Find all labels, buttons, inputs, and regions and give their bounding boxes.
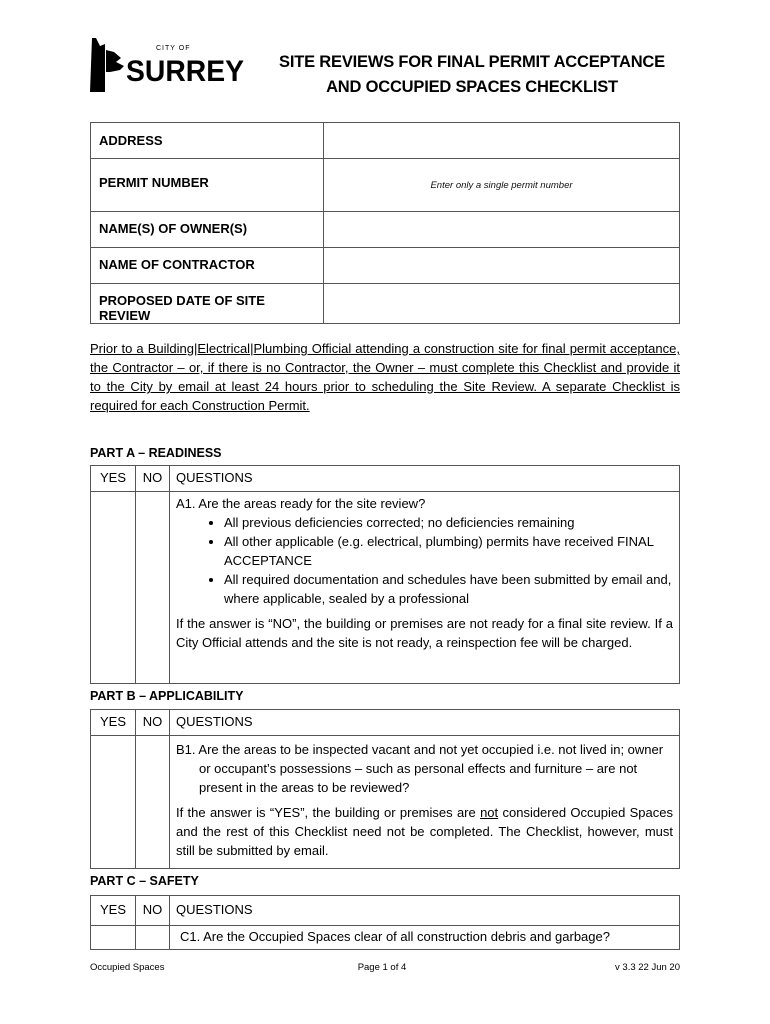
title-line-1: SITE REVIEWS FOR FINAL PERMIT ACCEPTANCE (279, 53, 665, 71)
part-a-title: PART A – READINESS (90, 446, 222, 460)
part-b-note-post: considered Occupied Spaces and the rest of this Checklist need not be completed. The Checklist, however, must still be submitted by email. (176, 805, 674, 858)
logo-big-text: SURREY (126, 55, 244, 88)
part-a-note: If the answer is “NO”, the building or premises are not ready for a final site review. If a City Official attends and the site is not ready, a reinspection fee will be charged. (176, 616, 673, 650)
footer-left: Occupied Spaces (90, 962, 165, 973)
part-a-no-checkbox[interactable] (136, 492, 170, 684)
intro-paragraph: Prior to a Building|Electrical|Plumbing Official attending a construction site for final permit acceptance, the Contractor – or, if there is no Contractor, the Owner – must complete this Checklist and provide it to the City by email at least 24 hours prior to scheduling the Site Review. A separate Checklist is required for each Construction Permit. (90, 341, 680, 413)
part-b-note-not: not (480, 805, 499, 820)
part-b-note (176, 803, 673, 860)
a1-bullet: • All previous deficiencies corrected; no deficiencies remaining (224, 513, 673, 532)
site-review-date-label: PROPOSED DATE OF SITE REVIEW (91, 284, 324, 324)
owners-field[interactable] (324, 212, 680, 248)
part-b-note-pre: If the answer is “YES”, the building or premises are (176, 805, 481, 820)
title-line-2: AND OCCUPIED SPACES CHECKLIST (326, 78, 618, 96)
questions-header: QUESTIONS (170, 710, 680, 736)
contractor-label: NAME OF CONTRACTOR (91, 248, 324, 284)
part-b-no-checkbox[interactable] (136, 736, 170, 869)
no-header: NO (136, 710, 170, 736)
a1-bullet-list (176, 513, 673, 608)
footer-page-number: Page 1 of 4 (357, 962, 407, 973)
permit-number-field[interactable] (324, 159, 680, 212)
questions-header: QUESTIONS (170, 896, 680, 926)
permit-number-label: PERMIT NUMBER (91, 159, 324, 212)
owners-label: NAME(S) OF OWNER(S) (91, 212, 324, 248)
part-c-title: PART C – SAFETY (90, 874, 199, 888)
address-field[interactable] (324, 123, 680, 159)
part-c-table (90, 895, 680, 950)
part-b-table (90, 709, 680, 869)
no-header: NO (136, 466, 170, 492)
document-title (262, 50, 682, 100)
yes-header: YES (91, 896, 136, 926)
no-header: NO (136, 896, 170, 926)
part-b-yes-checkbox[interactable] (91, 736, 136, 869)
part-a-yes-checkbox[interactable] (91, 492, 136, 684)
question-b1: B1. Are the areas to be inspected vacant and not yet occupied i.e. not lived in; owner or occupant’s possessions – such as personal effects and furniture – are not present in the areas to be reviewed? (176, 742, 664, 795)
logo-small-text: CITY OF (156, 45, 191, 52)
site-review-date-field[interactable] (324, 284, 680, 324)
permit-hint: Enter only a single permit number (430, 180, 573, 191)
city-logo (88, 36, 248, 96)
sail-icon (90, 38, 124, 92)
part-c-no-checkbox[interactable] (136, 926, 170, 950)
question-c1: C1. Are the Occupied Spaces clear of all construction debris and garbage? (170, 926, 680, 950)
a1-bullet: • All other applicable (e.g. electrical, plumbing) permits have received FINAL ACCEPTANCE (224, 532, 673, 570)
part-c-yes-checkbox[interactable] (91, 926, 136, 950)
contractor-field[interactable] (324, 248, 680, 284)
question-a1: A1. Are the areas ready for the site review? (176, 496, 426, 511)
yes-header: YES (91, 710, 136, 736)
yes-header: YES (91, 466, 136, 492)
questions-header: QUESTIONS (170, 466, 680, 492)
info-table (90, 122, 680, 324)
part-b-title: PART B – APPLICABILITY (90, 689, 244, 703)
part-a-table (90, 465, 680, 684)
a1-bullet: • All required documentation and schedules have been submitted by email and, where applicable, sealed by a professional (224, 570, 673, 608)
address-label: ADDRESS (91, 123, 324, 159)
footer-version: v 3.3 22 Jun 20 (615, 962, 680, 973)
